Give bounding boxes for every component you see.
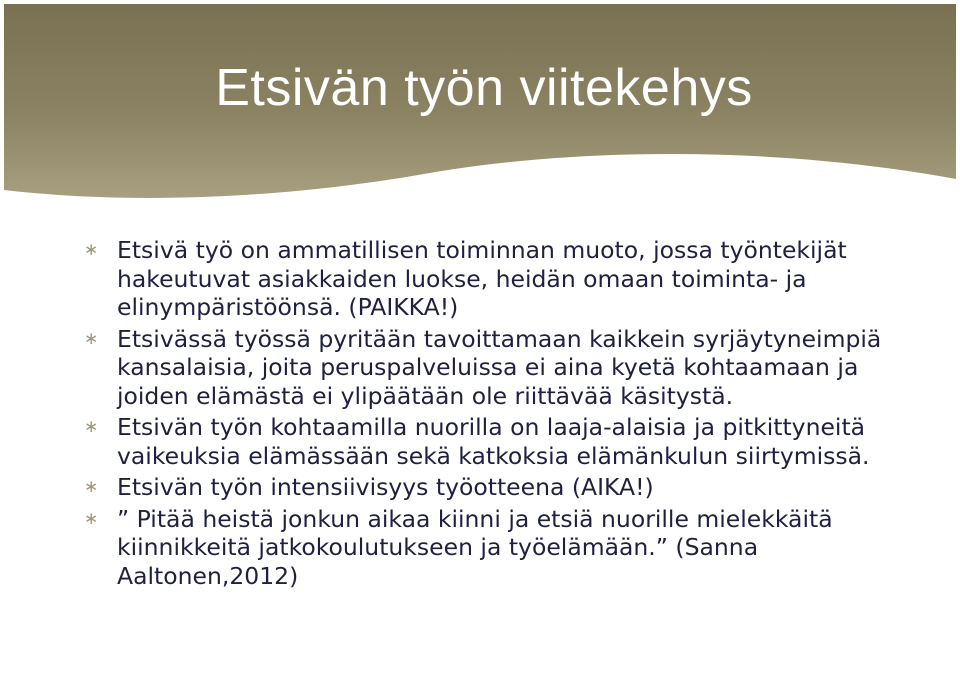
bullet-text: Etsivässä työssä pyritään tavoittamaan kaikkein syrjäytyneimpiä kansalaisia, joita peruspalveluissa ei aina kyetä kohtaamaan ja joiden elämästä ei ylipäätään ole riittävää käsitystä. <box>117 324 882 410</box>
slide-title: Etsivän työn viitekehys <box>215 59 753 117</box>
bullet-item <box>84 325 924 411</box>
bullet-text: Etsivän työn kohtaamilla nuorilla on laaja-alaisia ja pitkittyneitä vaikeuksia elämässään sekä katkoksia elämänkulun siirtymissä. <box>117 413 870 470</box>
bullet-item <box>84 473 924 502</box>
asterisk-icon: ∗ <box>84 508 99 529</box>
asterisk-icon: ∗ <box>84 477 99 497</box>
asterisk-icon: ∗ <box>84 328 99 349</box>
bullet-item <box>84 505 924 591</box>
banner-swoosh-line-3 <box>704 207 956 234</box>
asterisk-icon: ∗ <box>84 417 99 437</box>
bullet-text: Etsivän työn intensiivisyys työotteena (AIKA!) <box>117 473 654 501</box>
bullet-item <box>84 413 924 470</box>
title-banner <box>4 4 956 234</box>
bullet-list <box>84 236 924 593</box>
bullet-text: Etsivä työ on ammatillisen toiminnan muoto, jossa työntekijät hakeutuvat asiakkaiden luokse, heidän omaan toiminta- ja elinympäristöönsä. (PAIKKA!) <box>117 236 847 321</box>
bullet-item <box>84 236 924 322</box>
asterisk-icon: ∗ <box>84 240 99 260</box>
bullet-text: ” Pitää heistä jonkun aikaa kiinni ja etsiä nuorille mielekkäitä kiinnikkeitä jatkokoulutukseen ja työelämään.” (Sanna Aaltonen,2012) <box>117 504 833 590</box>
